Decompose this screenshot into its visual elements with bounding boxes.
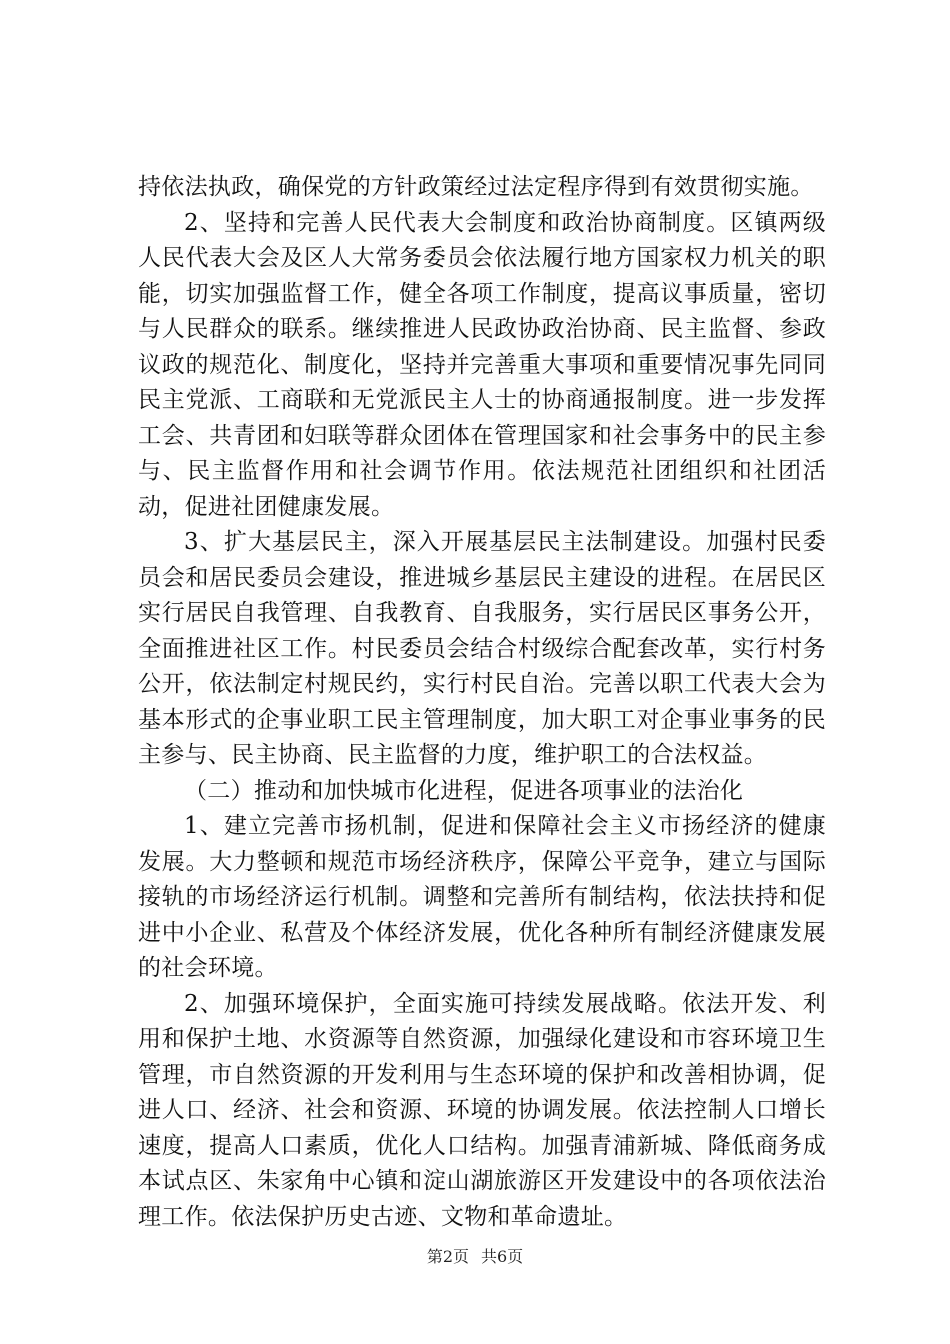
page-footer <box>0 1244 950 1267</box>
page-number: 第2页 <box>426 1247 469 1266</box>
paragraph-continuation: 持依法执政，确保党的方针政策经过法定程序得到有效贯彻实施。 <box>138 174 814 200</box>
paragraph-grassroots-democracy: 3、扩大基层民主，深入开展基层民主法制建设。加强村民委员会和居民委员会建设，推进城乡基层民主建设的进程。在居民区实行居民自我管理、自我教育、自我服务，实行居民区事务公开，全面推进社区工作。村民委员会结合村级综合配套改革，实行村务公开，依法制定村规民约，实行村民自治。完善以职工代表大会为基本形式的企事业职工民主管理制度，加大职工对企事业事务的民主参与、民主协商、民主监督的力度，维护职工的合法权益。 <box>138 529 826 768</box>
page-total: 共6页 <box>481 1247 524 1266</box>
paragraph-people-congress: 2、坚持和完善人民代表大会制度和政治协商制度。区镇两级人民代表大会及区人大常务委员会依法履行地方国家权力机关的职能，切实加强监督工作，健全各项工作制度，提高议事质量，密切与人民群众的联系。继续推进人民政协政治协商、民主监督、参政议政的规范化、制度化，坚持并完善重大事项和重要情况事先同同民主党派、工商联和无党派民主人士的协商通报制度。进一步发挥工会、共青团和妇联等群众团体在管理国家和社会事务中的民主参与、民主监督作用和社会调节作用。依法规范社团组织和社团活动，促进社团健康发展。 <box>138 209 826 520</box>
section-heading-urbanization: （二）推动和加快城市化进程，促进各项事业的法治化 <box>184 777 744 804</box>
document-body <box>138 170 826 1235</box>
paragraph-market-mechanism: 1、建立完善市扬机制，促进和保障社会主义市扬经济的健康发展。大力整顿和规范市场经济秩序，保障公平竞争，建立与国际接轨的市场经济运行机制。调整和完善所有制结构，依法扶持和促进中小企业、私营及个体经济发展，优化各种所有制经济健康发展的社会环境。 <box>138 813 826 981</box>
paragraph-environment: 2、加强环境保护，全面实施可持续发展战略。依法开发、利用和保护土地、水资源等自然资源，加强绿化建设和市容环境卫生管理，市自然资源的开发利用与生态环境的保护和改善相协调，促进人口、经济、社会和资源、环境的协调发展。依法控制人口增长速度，提高人口素质，优化人口结构。加强青浦新城、降低商务成本试点区、朱家角中心镇和淀山湖旅游区开发建设中的各项依法治理工作。依法保护历史古迹、文物和革命遗址。 <box>138 990 826 1230</box>
